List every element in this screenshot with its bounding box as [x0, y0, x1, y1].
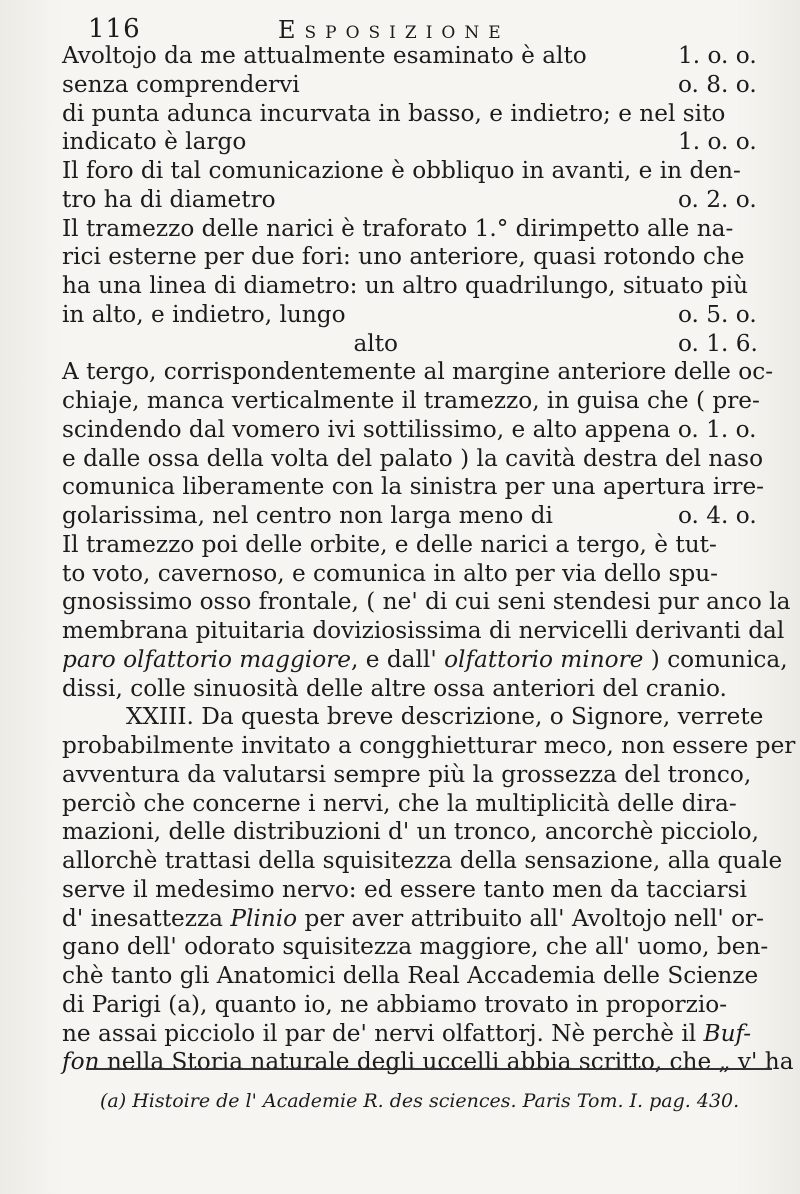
line-text: avventura da valutarsi sempre più la grossezza del tronco, [62, 760, 752, 788]
body-text [62, 42, 796, 1077]
line-text: per aver attribuito all' Avoltojo nell' or- [297, 904, 765, 932]
italic-text: Buf- [703, 1019, 752, 1047]
text-line [62, 962, 768, 991]
measurement-value: o. 5. o. [678, 300, 757, 328]
text-line [62, 905, 768, 934]
line-text: rici esterne per due fori: uno anteriore, quasi rotondo che [62, 243, 745, 271]
text-line [62, 42, 768, 71]
text-line [62, 445, 768, 474]
line-text: e dalle ossa della volta del palato ) la cavità destra del naso [62, 444, 764, 472]
line-text: perciò che concerne i nervi, che la multiplicità delle dira- [62, 789, 737, 817]
line-text: in alto, e indietro, lungo [62, 300, 346, 328]
measurement-value: o. 8. o. [678, 70, 757, 98]
text-line [62, 991, 768, 1020]
page-number: 116 [88, 14, 141, 44]
line-text: gnosissimo osso frontale, ( ne' di cui seni stendesi pur anco la [62, 588, 791, 616]
line-text: membrana pituitaria doviziosissima di nervicelli derivanti dal [62, 617, 785, 644]
text-line [62, 301, 768, 330]
text-line [62, 157, 768, 186]
line-text: serve il medesimo nervo: ed essere tanto men da tacciarsi [62, 875, 747, 903]
line-text: scindendo dal vomero ivi sottilissimo, e alto appena o. 1. o. [62, 415, 757, 443]
line-text: comunica liberamente con la sinistra per una apertura irre- [62, 473, 765, 501]
text-line [62, 703, 768, 732]
text-line [62, 1048, 794, 1077]
italic-text: fon [62, 1048, 100, 1076]
line-text: tro ha di diametro [62, 185, 276, 213]
footnote-text: (a) Histoire de l' Academie R. des sciences. Paris Tom. I. pag. 430. [100, 1090, 740, 1112]
line-text: dissi, colle sinuosità delle altre ossa anteriori del cranio. [62, 674, 727, 702]
line-text: nella Storia naturale degli uccelli abbia scritto, che „ v' ha [99, 1048, 794, 1076]
text-line [62, 818, 768, 847]
text-line [62, 531, 768, 560]
line-text: di Parigi (a), quanto io, ne abbiamo trovato in proporzio- [62, 990, 728, 1018]
line-text: to voto, cavernoso, e comunica in alto per via dello spu- [62, 559, 719, 587]
text-line [62, 243, 768, 272]
line-text: ne assai picciolo il par de' nervi olfattorj. Nè perchè il [62, 1019, 704, 1047]
line-text: A tergo, corrispondentemente al margine anteriore delle oc- [62, 358, 774, 386]
text-line [62, 272, 768, 301]
line-text: ha una linea di diametro: un altro quadrilungo, situato più [62, 272, 749, 299]
measurement-value: o. 2. o. [678, 185, 757, 213]
text-line [62, 933, 768, 962]
text-line [62, 617, 785, 646]
line-text: Il tramezzo delle narici è traforato 1.° dirimpetto alle na- [62, 214, 734, 242]
text-line [62, 847, 783, 876]
line-text: chè tanto gli Anatomici della Real Accademia delle Scienze [62, 962, 759, 989]
line-text: XXIII. Da questa breve descrizione, o Signore, verrete [126, 703, 764, 731]
measurement-value: 1. o. o. [678, 42, 757, 69]
text-line [62, 560, 768, 589]
line-text: mazioni, delle distribuzioni d' un tronco, ancorchè picciolo, [62, 818, 760, 846]
text-line [62, 502, 768, 531]
footnote [100, 1090, 770, 1112]
measurement-value: o. 4. o. [678, 502, 757, 529]
line-text: gano dell' odorato squisitezza maggiore, che all' uomo, ben- [62, 933, 769, 961]
line-text: indicato è largo [62, 128, 247, 156]
line-text: , e dall' [350, 645, 445, 673]
text-line [62, 473, 768, 502]
italic-text: Plinio [230, 904, 298, 932]
line-text: ) comunica, [643, 645, 788, 673]
text-line [62, 732, 796, 761]
italic-text: olfattorio minore [444, 645, 644, 673]
text-line [62, 358, 774, 387]
text-line [62, 128, 768, 157]
text-line [62, 71, 768, 100]
line-text: d' inesattezza [62, 904, 231, 932]
running-head: Esposizione [278, 16, 510, 44]
text-line [62, 416, 768, 445]
line-text: alto [353, 329, 398, 357]
text-line [62, 876, 768, 905]
line-text: probabilmente invitato a congghietturar meco, non essere per [62, 732, 796, 759]
text-line [62, 645, 788, 675]
text-line [62, 387, 768, 416]
line-text: di punta adunca incurvata in basso, e indietro; e nel sito [62, 99, 726, 127]
measurement-value: 1. o. o. [678, 128, 757, 156]
text-line [62, 215, 768, 244]
line-text: golarissima, nel centro non larga meno di [62, 502, 553, 529]
line-text: allorchè trattasi della squisitezza della sensazione, alla quale [62, 847, 783, 874]
line-text: senza comprendervi [62, 70, 300, 98]
text-line [62, 186, 768, 215]
footnote-rule [86, 1068, 772, 1070]
measurement-value: o. 1. 6. [678, 329, 758, 357]
line-text: chiaje, manca verticalmente il tramezzo, in guisa che ( pre- [62, 387, 760, 414]
text-line [62, 330, 768, 359]
text-line [62, 100, 768, 129]
text-line [62, 1020, 768, 1049]
text-line [62, 675, 768, 704]
text-line [62, 761, 768, 790]
text-line [62, 588, 791, 617]
line-text: Il foro di tal comunicazione è obbliquo in avanti, e in den- [62, 157, 741, 184]
line-text: Il tramezzo poi delle orbite, e delle narici a tergo, è tut- [62, 530, 717, 558]
text-line [62, 790, 768, 819]
line-text: Avoltojo da me attualmente esaminato è alto [62, 42, 587, 69]
italic-text: paro olfattorio maggiore [62, 645, 351, 673]
